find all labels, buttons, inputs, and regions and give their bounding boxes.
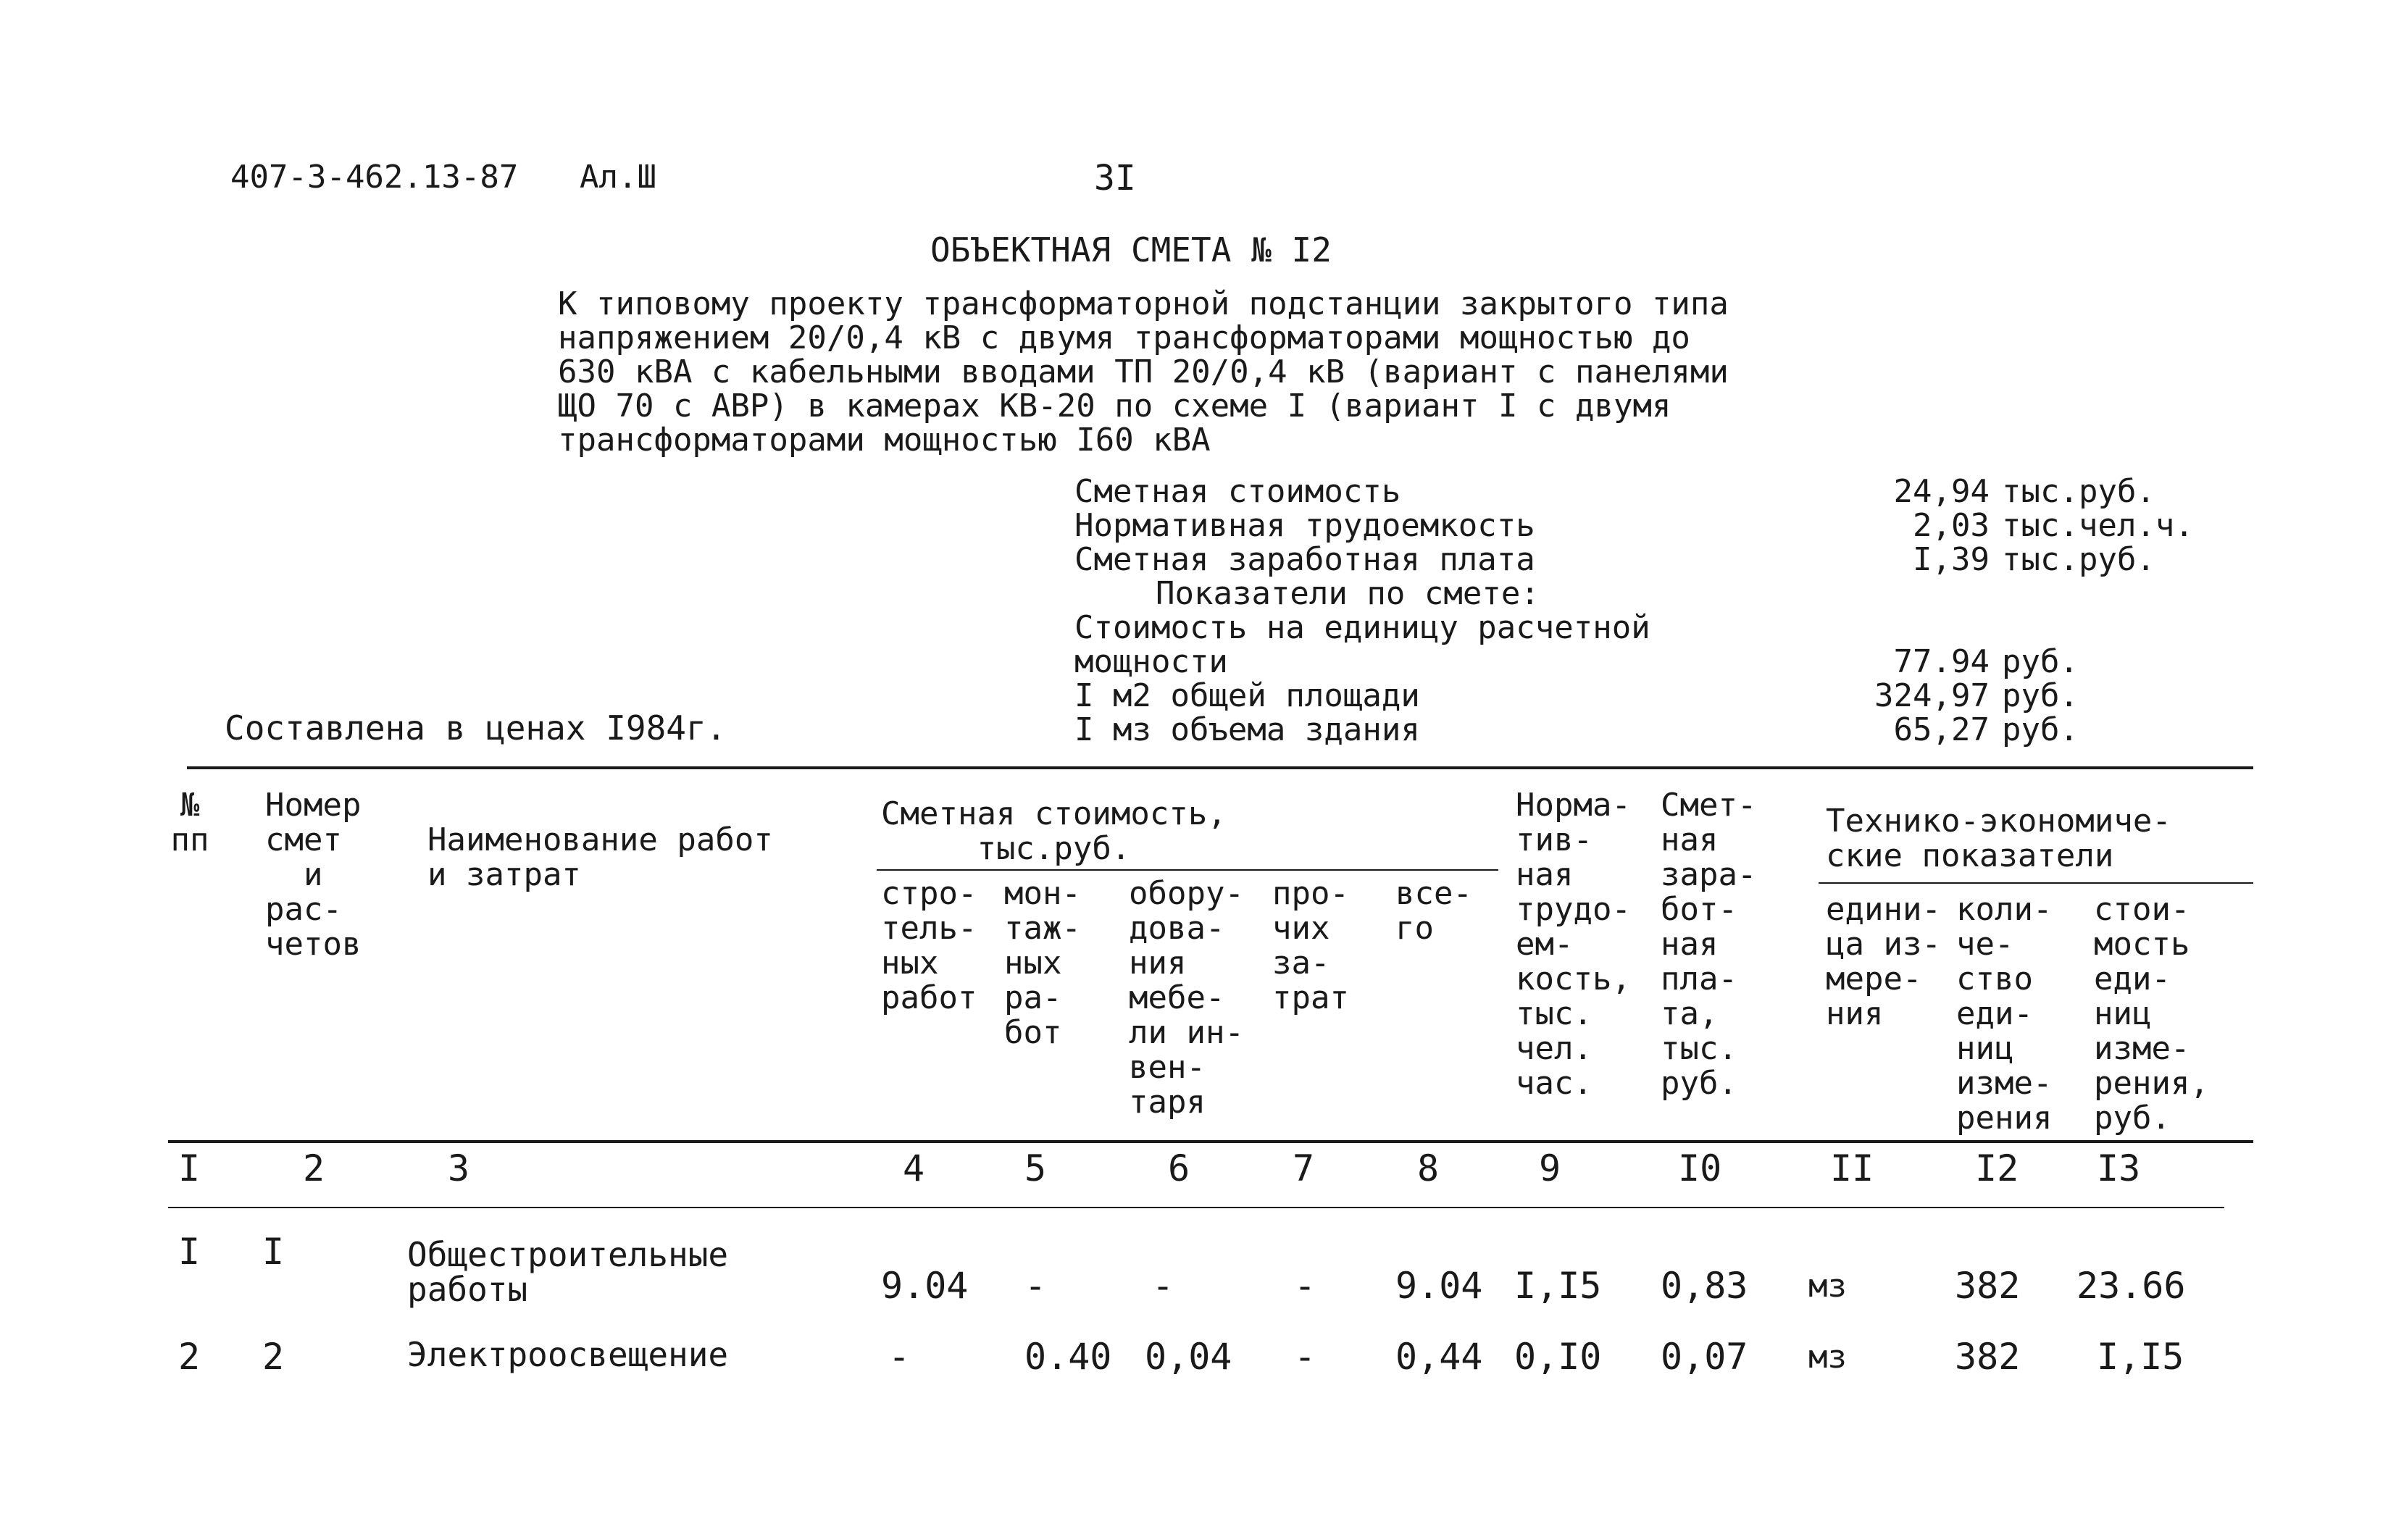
installation-cost: 0.40 xyxy=(1024,1336,1112,1378)
column-number: 7 xyxy=(1293,1147,1315,1189)
description-line: напряжением 20/0,4 кВ с двумя трансформаторами мощностью до xyxy=(558,319,1690,356)
header-installation: мон- таж- ных ра- бот xyxy=(1004,875,1081,1051)
header-total: все- го xyxy=(1395,875,1472,947)
estimated-cost-label: Сметная стоимость xyxy=(1074,473,1401,510)
column-number: 3 xyxy=(448,1147,470,1189)
header-unit-cost: стои- мость еди- ниц изме- рения, руб. xyxy=(2094,891,2209,1137)
unit-power-label-cont: мощности xyxy=(1074,643,1228,680)
header-unit: едини- ца из- мере- ния xyxy=(1826,891,1941,1032)
volume-unit: руб. xyxy=(2002,711,2079,748)
row-number: 2 xyxy=(178,1336,201,1378)
estimated-cost-value: 24,94 xyxy=(1893,473,1990,510)
total-cost: 0,44 xyxy=(1395,1336,1483,1378)
work-name: Общестроительные работы xyxy=(407,1235,729,1309)
wage-value: 0,83 xyxy=(1661,1265,1748,1307)
header-bottom-rule xyxy=(168,1140,2253,1143)
header-equipment: обору- дова- ния мебе- ли ин- вен- таря xyxy=(1129,875,1244,1121)
unit-power-unit: руб. xyxy=(2002,643,2079,680)
header-row-number: № пп xyxy=(170,787,209,858)
column-number: 2 xyxy=(303,1147,325,1189)
measure-unit: мз xyxy=(1808,1339,1847,1376)
table-top-rule xyxy=(187,766,2253,769)
summary-values xyxy=(1826,474,1990,747)
unit-quantity: 382 xyxy=(1955,1336,2021,1378)
column-number: 4 xyxy=(903,1147,925,1189)
area-value: 324,97 xyxy=(1874,677,1990,714)
page-number: 3I xyxy=(1094,158,1136,198)
equipment-cost: 0,04 xyxy=(1145,1336,1232,1378)
header-other: про- чих за- трат xyxy=(1272,875,1349,1016)
labor-intensity: 0,I0 xyxy=(1514,1336,1602,1378)
description-line: трансформаторами мощностью I60 кВА xyxy=(558,422,1211,459)
unit-cost: I,I5 xyxy=(2097,1336,2184,1378)
volume-value: 65,27 xyxy=(1893,711,1990,748)
column-number: I3 xyxy=(2097,1147,2141,1189)
measure-unit: мз xyxy=(1808,1268,1847,1305)
project-description xyxy=(558,287,1729,457)
column-number: I0 xyxy=(1678,1147,1722,1189)
document-code: 407-3-462.13-87 xyxy=(230,159,519,196)
construction-cost: - xyxy=(888,1336,911,1378)
other-cost: - xyxy=(1294,1265,1316,1307)
column-number: II xyxy=(1830,1147,1874,1189)
labor-value: 2,03 xyxy=(1913,507,1990,544)
estimated-cost-unit: тыс.руб. xyxy=(2002,473,2155,510)
column-number: 5 xyxy=(1024,1147,1047,1189)
wage-value: I,39 xyxy=(1913,541,1990,578)
page-title: ОБЪЕКТНАЯ СМЕТА № I2 xyxy=(930,230,1332,269)
header-work-name: Наименование работ и затрат xyxy=(427,821,773,893)
header-quantity: коли- че- ство еди- ниц изме- рения xyxy=(1956,891,2053,1137)
description-line: ЩО 70 с АВР) в камерах КВ-20 по схеме I (вариант I с двумя xyxy=(558,388,1671,424)
unit-power-label: Стоимость на единицу расчетной xyxy=(1074,609,1650,646)
cost-group-rule xyxy=(877,869,1498,871)
indicators-label: Показатели по смете: xyxy=(1156,575,1540,612)
other-cost: - xyxy=(1294,1336,1316,1378)
column-number: 8 xyxy=(1417,1147,1440,1189)
column-number: 6 xyxy=(1168,1147,1190,1189)
installation-cost: - xyxy=(1024,1265,1047,1307)
summary-units xyxy=(2002,474,2194,747)
column-number: 9 xyxy=(1539,1147,1561,1189)
labor-label: Нормативная трудоемкость xyxy=(1074,507,1535,544)
header-estimate-number: Номер смет и рас- четов xyxy=(265,787,362,963)
work-name: Электроосвещение xyxy=(407,1335,729,1374)
description-line: К типовому проекту трансформаторной подстанции закрытого типа xyxy=(558,285,1729,322)
labor-unit: тыс.чел.ч. xyxy=(2002,507,2194,544)
header-wage: Смет- ная зара- бот- ная пла- та, тыс. руб. xyxy=(1661,787,1757,1102)
album-number: Ал.Ш xyxy=(580,159,656,196)
wage-value: 0,07 xyxy=(1661,1336,1748,1378)
total-cost: 9.04 xyxy=(1395,1265,1483,1307)
equipment-cost: - xyxy=(1152,1265,1174,1307)
description-line: 630 кВА с кабельными вводами ТП 20/0,4 кВ (вариант с панелями xyxy=(558,353,1729,390)
wage-unit: тыс.руб. xyxy=(2002,541,2155,578)
header-labor: Норма- тив- ная трудо- ем- кость, тыс. чел. час. xyxy=(1516,787,1631,1102)
column-number: I xyxy=(178,1147,201,1189)
unit-quantity: 382 xyxy=(1955,1265,2021,1307)
estimate-number: I xyxy=(262,1231,285,1273)
wage-label: Сметная заработная плата xyxy=(1074,541,1535,578)
summary-labels xyxy=(1074,474,1650,747)
volume-label: I мз объема здания xyxy=(1074,711,1420,748)
row-number: I xyxy=(178,1231,201,1273)
prices-note: Составлена в ценах I984г. xyxy=(225,708,727,748)
tech-group-rule xyxy=(1819,882,2253,884)
construction-cost: 9.04 xyxy=(881,1265,969,1307)
area-label: I м2 общей площади xyxy=(1074,677,1420,714)
header-cost-group: Сметная стоимость, тыс.руб. xyxy=(881,795,1227,867)
labor-intensity: I,I5 xyxy=(1514,1265,1602,1307)
column-number: I2 xyxy=(1975,1147,2019,1189)
column-numbers-rule xyxy=(168,1207,2224,1208)
unit-power-value: 77.94 xyxy=(1893,643,1990,680)
unit-cost: 23.66 xyxy=(2076,1265,2186,1307)
area-unit: руб. xyxy=(2002,677,2079,714)
header-construction: стро- тель- ных работ xyxy=(881,875,977,1016)
header-tech-group: Технико-экономиче- ские показатели xyxy=(1826,803,2171,874)
estimate-number: 2 xyxy=(262,1336,285,1378)
